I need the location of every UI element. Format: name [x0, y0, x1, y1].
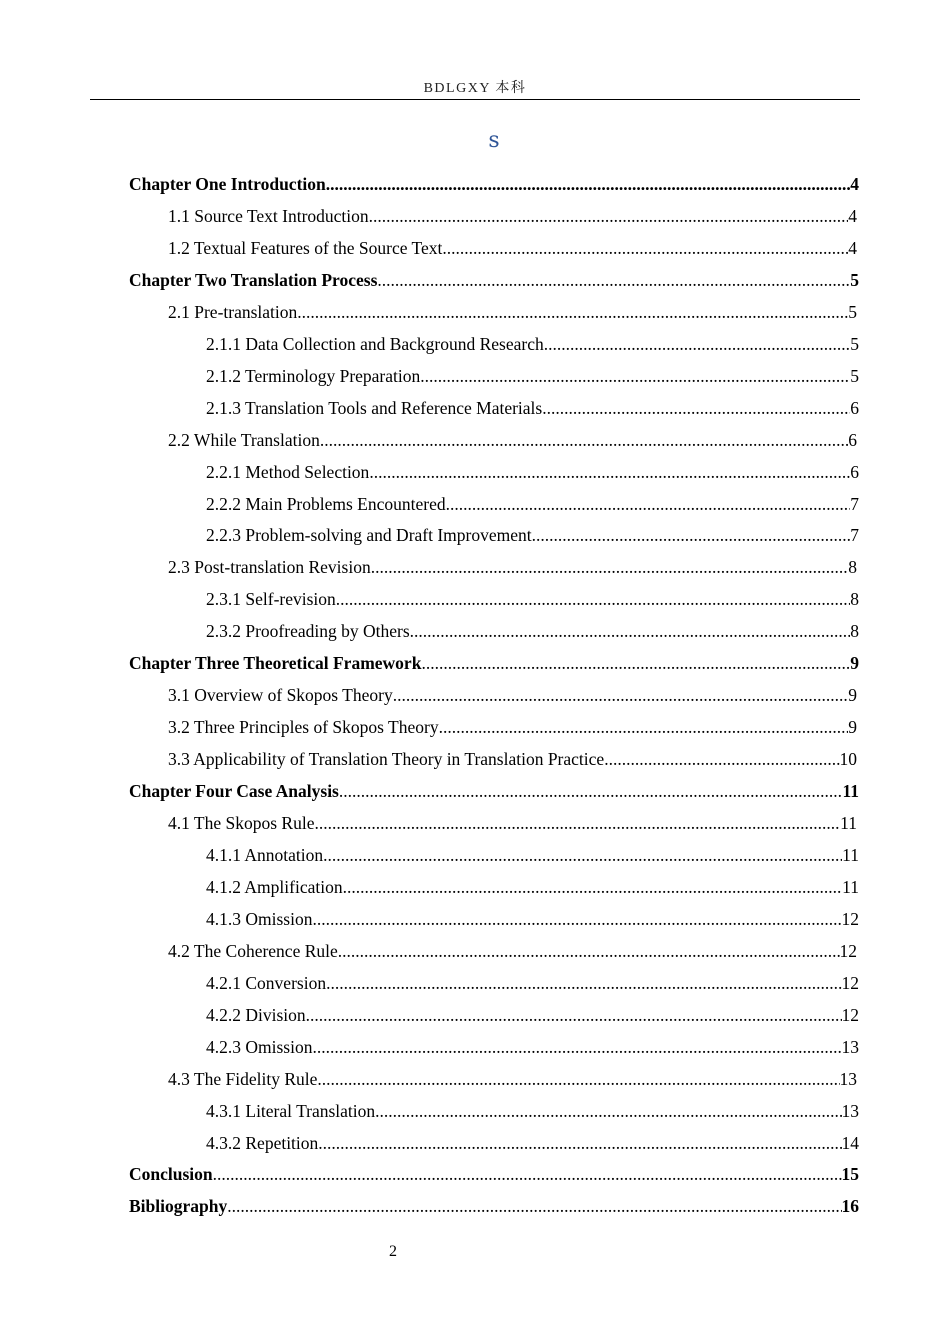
toc-entry-title: 2.3.1 Self-revision	[206, 589, 336, 610]
toc-entry-page: 8	[850, 589, 859, 610]
toc-entry-page: 11	[842, 781, 859, 802]
toc-entry[interactable]	[168, 745, 857, 773]
toc-dot-leader	[532, 521, 851, 549]
toc-dot-leader	[315, 809, 841, 837]
toc-entry[interactable]	[206, 1033, 859, 1061]
toc-entry-title: 4.2 The Coherence Rule	[168, 940, 338, 961]
toc-dot-leader	[326, 170, 851, 198]
toc-dot-leader	[326, 969, 841, 997]
toc-entry-title: 2.1.2 Terminology Preparation	[206, 365, 421, 386]
toc-entry-title: 2.2.1 Method Selection	[206, 461, 370, 482]
toc-title: s	[488, 128, 500, 153]
page-header: BDLGXY 本科	[423, 81, 527, 96]
toc-entry-title: Conclusion	[129, 1164, 213, 1185]
toc-entry-page: 6	[850, 461, 859, 482]
toc-entry-title: 2.1 Pre-translation	[168, 301, 298, 322]
toc-entry-page: 4	[848, 205, 857, 226]
toc-entry-title: 4.1.3 Omission	[206, 908, 313, 929]
toc-entry[interactable]	[206, 873, 859, 901]
toc-entry-page: 6	[850, 397, 859, 418]
toc-entry-title: 3.3 Applicability of Translation Theory in Translation Practice	[168, 749, 605, 770]
page-number: 2	[389, 1243, 397, 1260]
toc-dot-leader	[375, 1097, 841, 1125]
toc-dot-leader	[421, 649, 850, 677]
toc-entry[interactable]	[168, 1065, 857, 1093]
toc-dot-leader	[323, 841, 842, 869]
toc-dot-leader	[343, 873, 843, 901]
toc-entry[interactable]	[206, 617, 859, 645]
toc-entry-page: 13	[841, 1100, 859, 1121]
toc-entry-page: 9	[848, 685, 857, 706]
toc-entry-page: 11	[842, 876, 859, 897]
toc-entry[interactable]	[168, 809, 857, 837]
toc-dot-leader	[312, 905, 841, 933]
toc-dot-leader	[439, 713, 849, 741]
toc-entry[interactable]	[168, 937, 857, 965]
toc-dot-leader	[420, 362, 850, 390]
toc-dot-leader	[320, 426, 848, 454]
toc-entry-page: 12	[839, 940, 857, 961]
toc-entry[interactable]	[206, 521, 859, 549]
toc-entry-page: 7	[850, 525, 859, 546]
toc-dot-leader	[377, 266, 850, 294]
toc-dot-leader	[318, 1129, 841, 1157]
toc-entry-title: Chapter One Introduction	[129, 174, 326, 194]
toc-entry-page: 16	[841, 1196, 859, 1217]
toc-entry-page: 5	[850, 365, 859, 386]
toc-entry[interactable]	[206, 394, 859, 422]
toc-entry[interactable]	[129, 170, 859, 198]
toc-entry-title: 4.2.3 Omission	[206, 1036, 313, 1057]
toc-entry-title: 3.2 Three Principles of Skopos Theory	[168, 717, 439, 738]
toc-entry-title: Chapter Two Translation Process	[129, 269, 378, 290]
toc-entry-page: 13	[841, 1036, 859, 1057]
toc-entry[interactable]	[168, 202, 857, 230]
toc-entry-title: 4.2.1 Conversion	[206, 972, 327, 993]
toc-dot-leader	[339, 777, 843, 805]
toc-dot-leader	[371, 553, 849, 581]
toc-entry-page: 5	[850, 269, 859, 290]
toc-entry[interactable]	[206, 1129, 859, 1157]
toc-entry[interactable]	[206, 905, 859, 933]
toc-entry[interactable]	[129, 777, 859, 805]
toc-entry[interactable]	[168, 234, 857, 262]
toc-dot-leader	[442, 234, 848, 262]
toc-entry[interactable]	[206, 585, 859, 613]
toc-dot-leader	[410, 617, 851, 645]
toc-entry[interactable]	[206, 1001, 859, 1029]
toc-entry-page: 13	[839, 1068, 857, 1089]
toc-entry-page: 14	[841, 1132, 859, 1153]
toc-entry-page: 4	[848, 237, 857, 258]
toc-entry-title: 3.1 Overview of Skopos Theory	[168, 685, 393, 706]
toc-entry[interactable]	[129, 1160, 859, 1188]
toc-entry-title: 1.2 Textual Features of the Source Text	[168, 237, 443, 258]
toc-dot-leader	[604, 745, 839, 773]
toc-dot-leader	[227, 1192, 841, 1220]
toc-dot-leader	[297, 298, 848, 326]
toc-entry-title: 2.1.1 Data Collection and Background Research	[206, 333, 544, 354]
toc-dot-leader	[446, 490, 851, 518]
toc-dot-leader	[544, 330, 851, 358]
toc-entry[interactable]	[206, 841, 859, 869]
toc-entry[interactable]	[206, 362, 859, 390]
toc-entry-title: 2.3 Post-translation Revision	[168, 557, 371, 578]
toc-entry[interactable]	[129, 649, 859, 677]
toc-entry[interactable]	[168, 426, 857, 454]
toc-entry[interactable]	[168, 713, 857, 741]
toc-entry-page: 9	[850, 653, 859, 674]
toc-entry[interactable]	[206, 490, 859, 518]
toc-entry[interactable]	[129, 1192, 859, 1220]
toc-entry-title: Chapter Three Theoretical Framework	[129, 653, 422, 674]
toc-entry-title: 1.1 Source Text Introduction	[168, 205, 369, 226]
toc-entry-page: 11	[842, 844, 859, 865]
toc-entry-title: 2.1.3 Translation Tools and Reference Materials	[206, 397, 543, 418]
toc-entry-page: 5	[850, 333, 859, 354]
toc-entry-page: 8	[850, 621, 859, 642]
toc-entry-page: 7	[850, 493, 859, 514]
toc-entry-title: 4.1.2 Amplification	[206, 876, 343, 897]
toc-entry[interactable]	[168, 681, 857, 709]
toc-entry[interactable]	[206, 1097, 859, 1125]
toc-entry-title: Chapter Four Case Analysis	[129, 781, 339, 802]
toc-entry-page: 10	[839, 749, 857, 770]
toc-entry-page: 9	[848, 717, 857, 738]
toc-entry-page: 8	[848, 557, 857, 578]
toc-entry[interactable]	[168, 298, 857, 326]
toc-entry-page: 6	[848, 429, 857, 450]
toc-entry-title: 2.3.2 Proofreading by Others	[206, 621, 410, 642]
toc-entry-page: 4	[850, 174, 859, 194]
header-divider	[90, 99, 860, 100]
toc-entry[interactable]	[206, 969, 859, 997]
toc-entry[interactable]	[206, 458, 859, 486]
toc-dot-leader	[336, 585, 850, 613]
toc-dot-leader	[369, 202, 849, 230]
toc-entry-title: 2.2.3 Problem-solving and Draft Improvement	[206, 525, 532, 546]
toc-entry[interactable]	[206, 330, 859, 358]
toc-dot-leader	[213, 1160, 842, 1188]
toc-entry[interactable]	[129, 266, 859, 294]
toc-entry-page: 12	[841, 972, 859, 993]
toc-entry-title: 4.3.1 Literal Translation	[206, 1100, 376, 1121]
toc-dot-leader	[542, 394, 850, 422]
toc-entry-title: 4.1 The Skopos Rule	[168, 813, 315, 833]
toc-entry-title: 4.3 The Fidelity Rule	[168, 1068, 318, 1089]
toc-dot-leader	[317, 1065, 839, 1093]
toc-entry-page: 15	[841, 1164, 859, 1185]
toc-entry-title: Bibliography	[129, 1196, 228, 1217]
toc-entry-title: 4.3.2 Repetition	[206, 1132, 319, 1153]
toc-entry-page: 12	[841, 1004, 859, 1025]
toc-entry-title: 4.1.1 Annotation	[206, 844, 324, 865]
toc-entry-title: 2.2 While Translation	[168, 429, 320, 450]
toc-entry-page: 12	[841, 908, 859, 929]
toc-dot-leader	[369, 458, 850, 486]
toc-entry-title: 2.2.2 Main Problems Encountered	[206, 493, 446, 514]
toc-entry-page: 11	[840, 813, 857, 833]
toc-dot-leader	[312, 1033, 841, 1061]
toc-dot-leader	[338, 937, 840, 965]
toc-dot-leader	[393, 681, 849, 709]
toc-entry-page: 5	[848, 301, 857, 322]
toc-entry[interactable]	[168, 553, 857, 581]
toc-dot-leader	[306, 1001, 842, 1029]
toc-entry-title: 4.2.2 Division	[206, 1004, 306, 1025]
